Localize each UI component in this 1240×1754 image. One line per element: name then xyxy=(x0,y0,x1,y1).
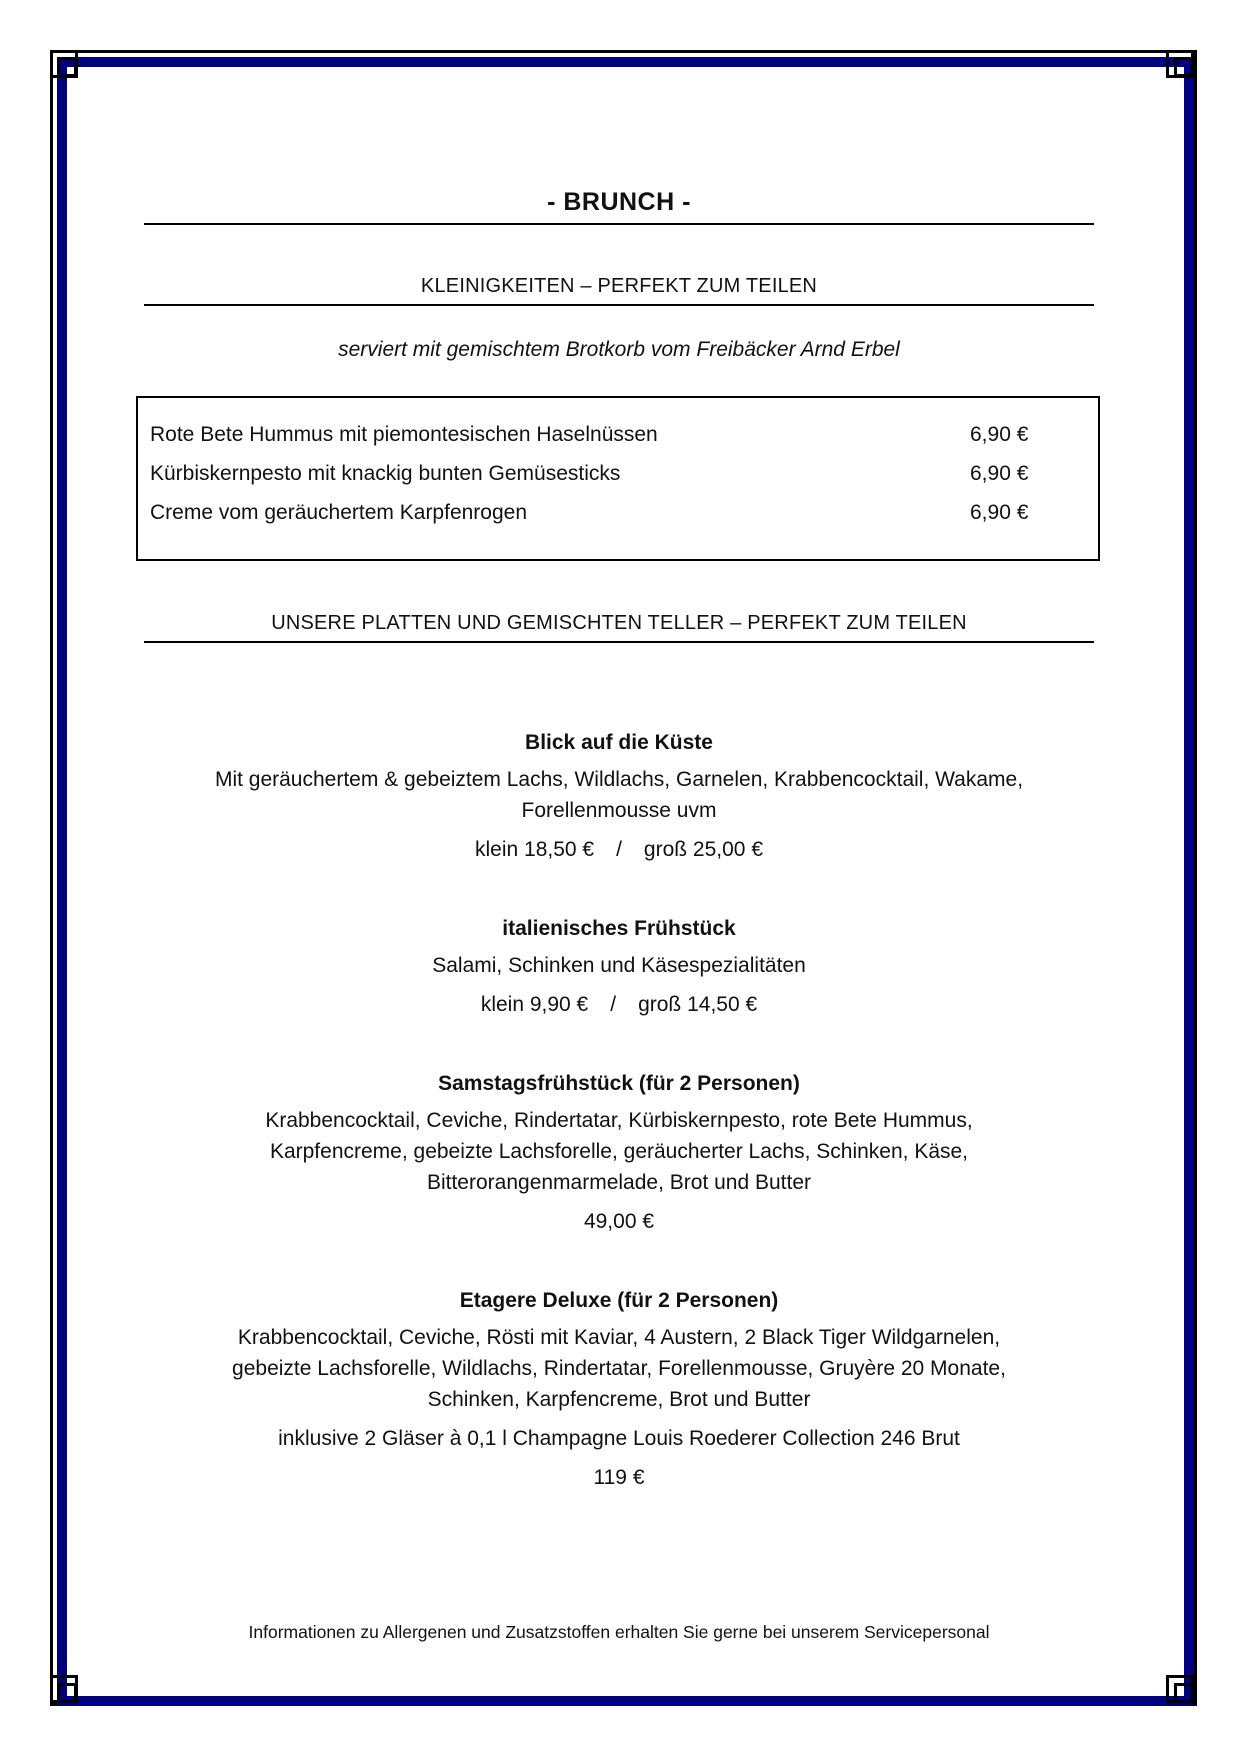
allergen-footer-note: Informationen zu Allergenen und Zusatzstoffen erhalten Sie gerne bei unserem Servicepersonal xyxy=(248,1622,990,1642)
platter-name: Blick auf die Küste xyxy=(525,731,713,754)
menu-item-row xyxy=(150,501,1086,531)
platter-price: 49,00 € xyxy=(583,1210,655,1233)
section-heading-kleinigkeiten: KLEINIGKEITEN – PERFEKT ZUM TEILEN xyxy=(420,275,818,297)
section-heading-platten: UNSERE PLATTEN UND GEMISCHTEN TELLER – PERFEKT ZUM TEILEN xyxy=(271,612,967,634)
menu-title: - BRUNCH - xyxy=(547,188,691,216)
platter-extra-note: inklusive 2 Gläser à 0,1 l Champagne Louis Roederer Collection 246 Brut xyxy=(278,1427,960,1450)
price-large: groß 14,50 € xyxy=(638,993,758,1016)
platter-item xyxy=(144,1285,1094,1493)
platter-description-line: Mit geräuchertem & gebeiztem Lachs, Wildlachs, Garnelen, Krabbencocktail, Wakame, xyxy=(214,768,1024,791)
section-divider xyxy=(144,304,1094,306)
frame-corner-ornament xyxy=(57,1683,77,1703)
price-small: klein 18,50 € xyxy=(474,838,595,861)
menu-item-row xyxy=(150,423,1086,453)
menu-item-row xyxy=(150,462,1086,492)
platter-description-line: Forellenmousse uvm xyxy=(521,799,717,822)
menu-item-name: Creme vom geräuchertem Karpfenrogen xyxy=(150,501,528,524)
platter-name: Samstagsfrühstück (für 2 Personen) xyxy=(438,1072,800,1095)
title-divider xyxy=(144,223,1094,225)
menu-item-price: 6,90 € xyxy=(970,423,1029,446)
platter-item xyxy=(144,727,1094,865)
menu-item-name: Rote Bete Hummus mit piemontesischen Haselnüssen xyxy=(150,423,658,446)
platter-price-line xyxy=(144,989,1094,1020)
platter-price: 119 € xyxy=(593,1466,645,1489)
price-separator: / xyxy=(610,993,617,1016)
platter-price-line xyxy=(144,834,1094,865)
menu-item-name: Kürbiskernpesto mit knackig bunten Gemüsesticks xyxy=(150,462,621,485)
platter-name: Etagere Deluxe (für 2 Personen) xyxy=(459,1289,779,1312)
frame-corner-ornament xyxy=(57,57,77,77)
platter-description-line: Salami, Schinken und Käsespezialitäten xyxy=(432,954,806,977)
price-large: groß 25,00 € xyxy=(643,838,764,861)
section-subtitle: serviert mit gemischtem Brotkorb vom Freibäcker Arnd Erbel xyxy=(338,338,900,361)
platter-item xyxy=(144,913,1094,1020)
price-separator: / xyxy=(616,838,622,861)
frame-corner-ornament xyxy=(1174,1683,1194,1703)
platter-description-line: Krabbencocktail, Ceviche, Rösti mit Kaviar, 4 Austern, 2 Black Tiger Wildgarnelen, xyxy=(237,1326,1001,1349)
platter-description-line: Karpfencreme, gebeizte Lachsforelle, geräucherter Lachs, Schinken, Käse, xyxy=(269,1140,969,1163)
section-divider xyxy=(144,641,1094,643)
platter-description-line: Bitterorangenmarmelade, Brot und Butter xyxy=(426,1171,812,1194)
menu-item-price: 6,90 € xyxy=(970,501,1029,524)
frame-corner-ornament xyxy=(1174,57,1194,77)
platter-name: italienisches Frühstück xyxy=(502,917,736,940)
platter-description-line: gebeizte Lachsforelle, Wildlachs, Rindertatar, Forellenmousse, Gruyère 20 Monate, xyxy=(232,1357,1006,1380)
menu-item-price: 6,90 € xyxy=(970,462,1029,485)
platter-description-line: Schinken, Karpfencreme, Brot und Butter xyxy=(427,1388,811,1411)
platter-item xyxy=(144,1068,1094,1237)
price-small: klein 9,90 € xyxy=(480,993,589,1016)
platter-description-line: Krabbencocktail, Ceviche, Rindertatar, Kürbiskernpesto, rote Bete Hummus, xyxy=(265,1109,973,1132)
small-dishes-box xyxy=(136,396,1100,561)
